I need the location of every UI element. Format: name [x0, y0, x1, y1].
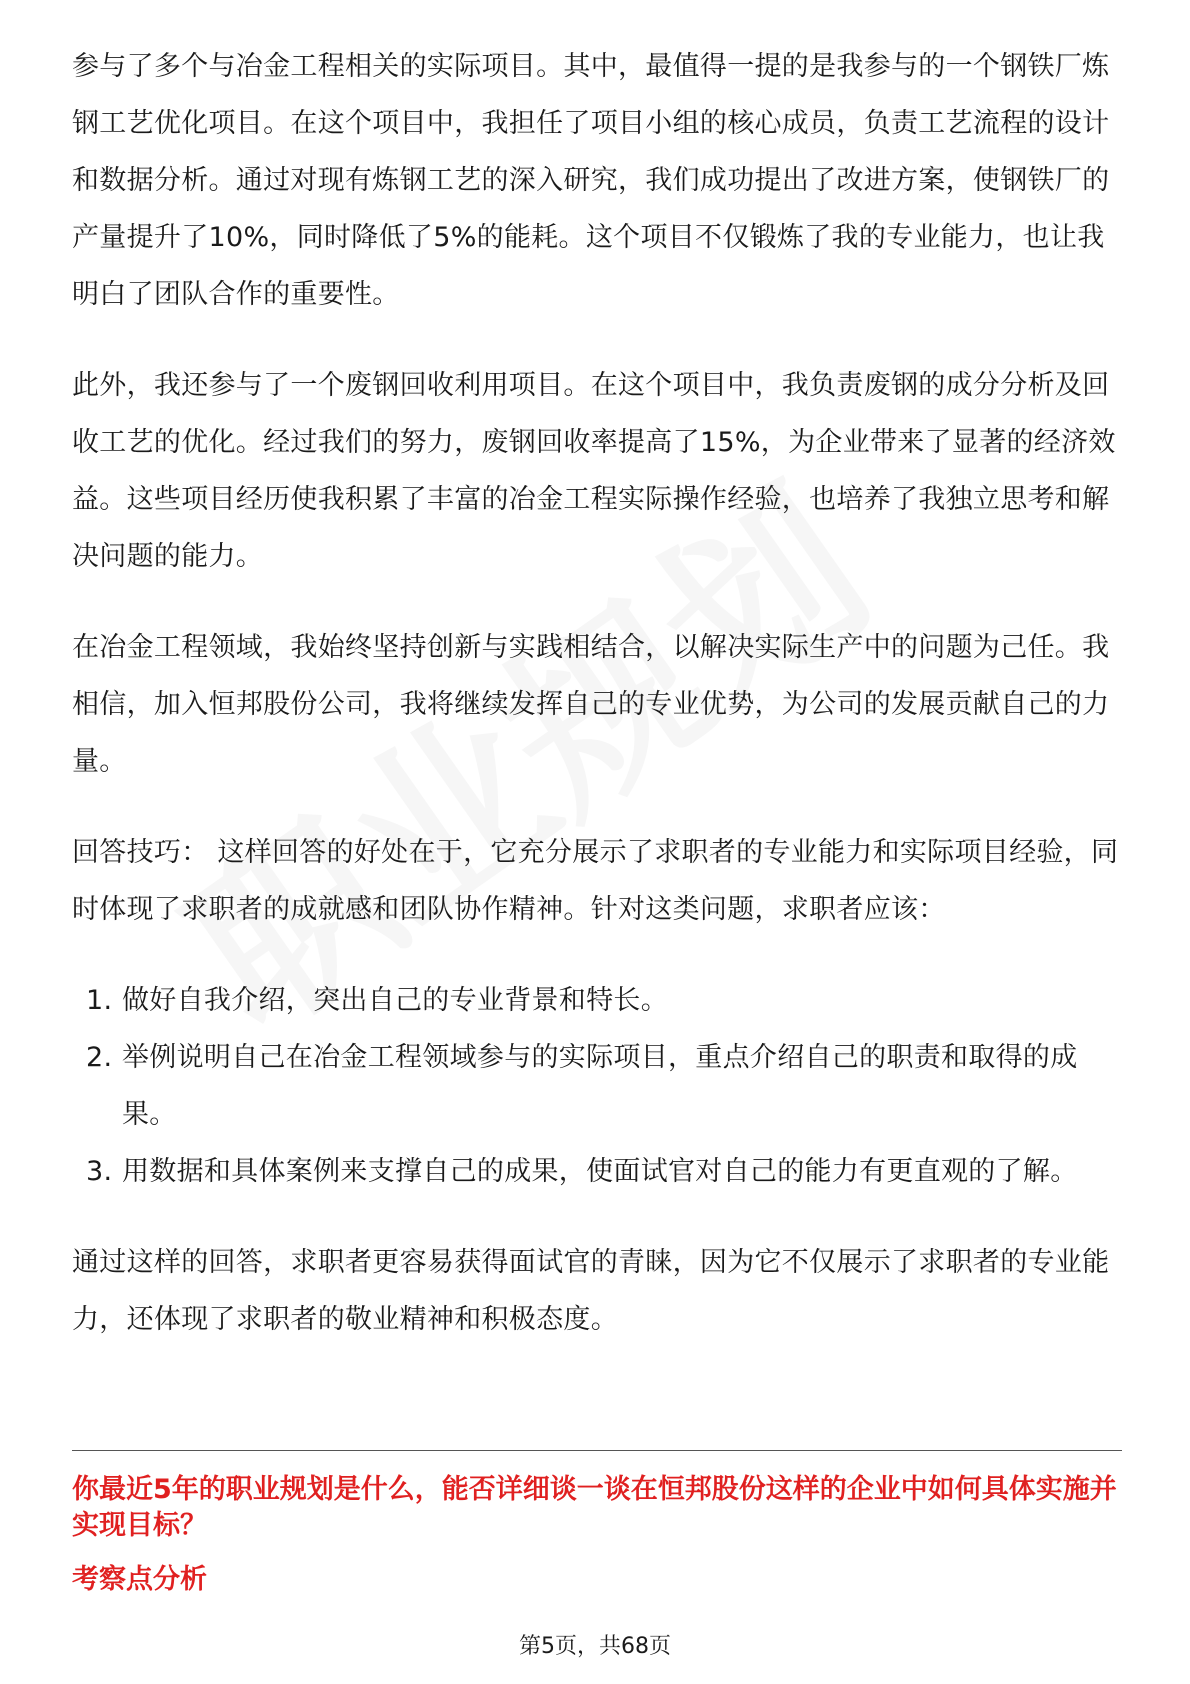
list-item: [72, 1029, 1122, 1143]
list-item-text: 用数据和具体案例来支撑自己的成果，使面试官对自己的能力有更直观的了解。: [122, 1156, 1078, 1187]
list-number: 2.: [86, 1042, 113, 1073]
page-footer: 第5页，共68页: [519, 1634, 671, 1659]
list-item-text: 举例说明自己在冶金工程领域参与的实际项目，重点介绍自己的职责和取得的成果。: [122, 1042, 1078, 1130]
list-item: [72, 972, 1122, 1029]
document-body: [72, 38, 1122, 1382]
next-question-heading: 你最近5年的职业规划是什么，能否详细谈一谈在恒邦股份这样的企业中如何具体实施并实现目标？: [72, 1474, 1117, 1541]
list-number: 1.: [86, 985, 113, 1016]
paragraph-2: 此外，我还参与了一个废钢回收利用项目。在这个项目中，我负责废钢的成分分析及回收工艺的优化。经过我们的努力，废钢回收率提高了15%，为企业带来了显著的经济效益。这些项目经历使我积累了丰富的冶金工程实际操作经验，也培养了我独立思考和解决问题的能力。: [72, 370, 1116, 572]
closing-paragraph: 通过这样的回答，求职者更容易获得面试官的青睐，因为它不仅展示了求职者的专业能力，还体现了求职者的敬业精神和积极态度。: [72, 1247, 1110, 1335]
tips-list: [72, 972, 1122, 1200]
list-number: 3.: [86, 1156, 113, 1187]
paragraph-3: 在冶金工程领域，我始终坚持创新与实践相结合，以解决实际生产中的问题为己任。我相信，加入恒邦股份公司，我将继续发挥自己的专业优势，为公司的发展贡献自己的力量。: [72, 632, 1110, 777]
paragraph-1: 参与了多个与冶金工程相关的实际项目。其中，最值得一提的是我参与的一个钢铁厂炼钢工艺优化项目。在这个项目中，我担任了项目小组的核心成员，负责工艺流程的设计和数据分析。通过对现有炼钢工艺的深入研究，我们成功提出了改进方案，使钢铁厂的产量提升了10%，同时降低了5%的能耗。这个项目不仅锻炼了我的专业能力，也让我明白了团队合作的重要性。: [72, 51, 1110, 310]
answer-tips-paragraph: 回答技巧： 这样回答的好处在于，它充分展示了求职者的专业能力和实际项目经验，同时体现了求职者的成就感和团队协作精神。针对这类问题，求职者应该：: [72, 837, 1119, 925]
analysis-section-title: 考察点分析: [72, 1564, 207, 1595]
section-divider: [72, 1450, 1122, 1451]
list-item-text: 做好自我介绍，突出自己的专业背景和特长。: [122, 985, 668, 1016]
list-item: [72, 1143, 1122, 1200]
